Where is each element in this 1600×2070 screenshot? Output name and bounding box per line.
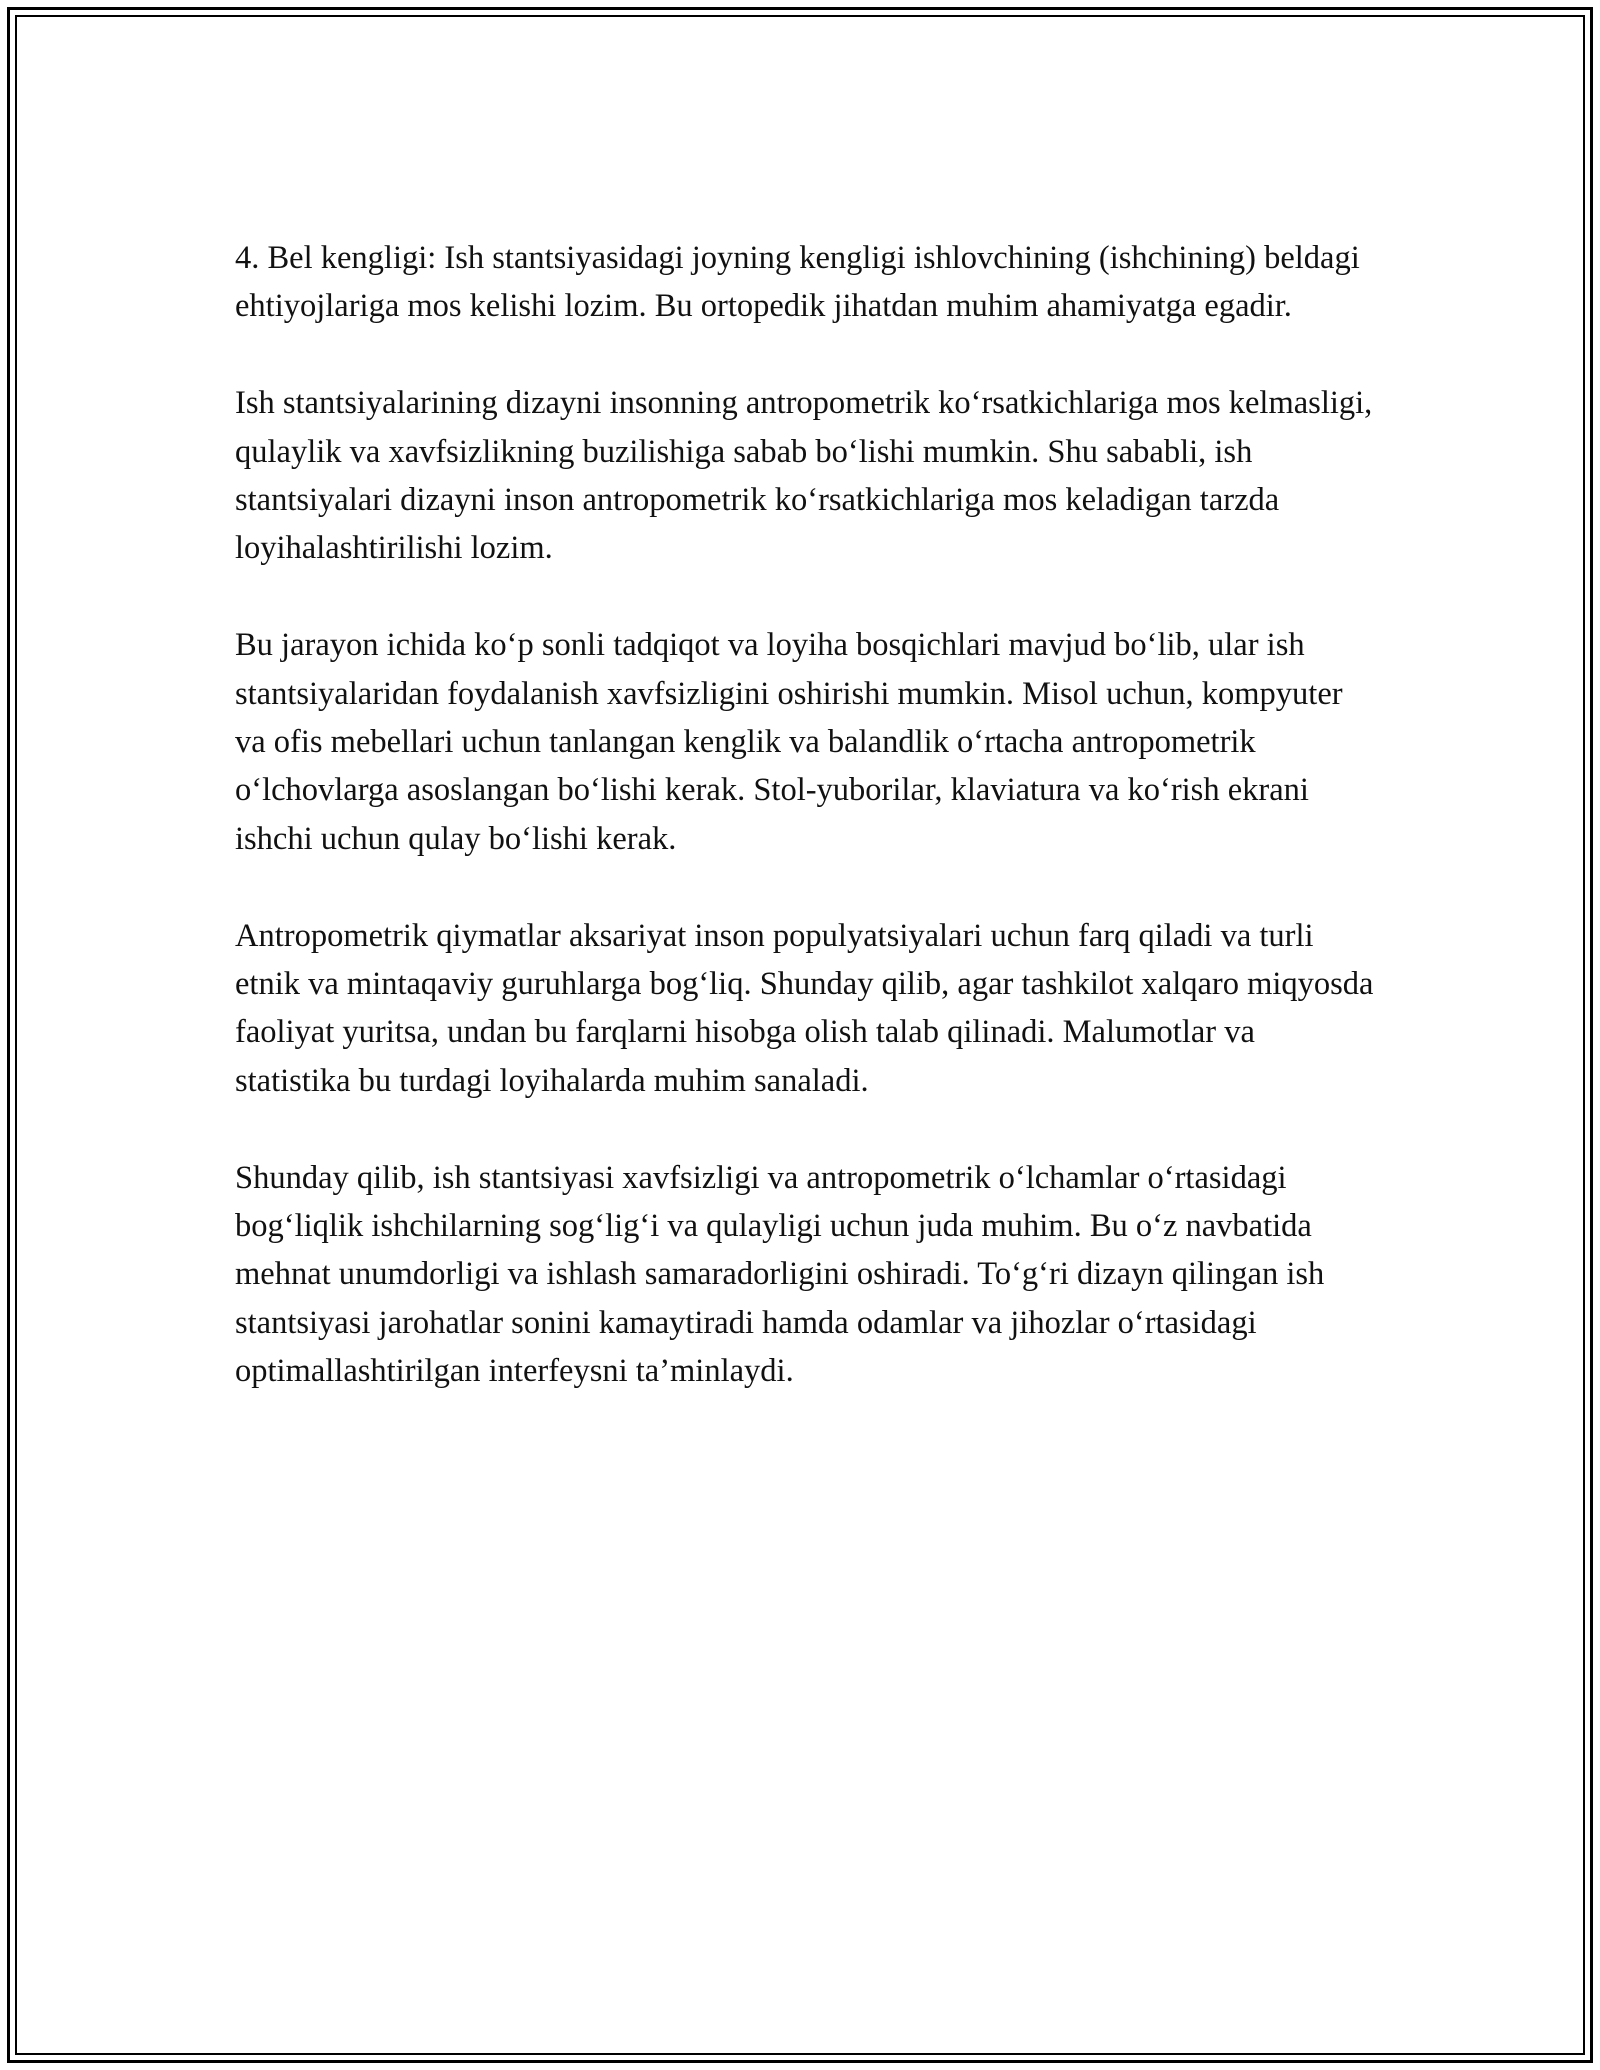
paragraph-population-differences: Antropometrik qiymatlar aksariyat inson populyatsiyalari uchun farq qiladi va turli etnik va mintaqaviy guruhlarga bogʻliq. Shunday qilib, agar tashkilot xalqaro miqyosda faoliyat yuritsa, undan bu farqlarni hisobga olish talab qilinadi. Malumotlar va statistika bu turdagi loyihalarda muhim sanaladi. — [235, 917, 1374, 1099]
paragraph-design-mismatch: Ish stantsiyalarining dizayni insonning antropometrik koʻrsatkichlariga mos kelmasligi, qulaylik va xavfsizlikning buzilishiga sabab boʻlishi mumkin. Shu sababli, ish stantsiyalari dizayni inson antropometrik koʻrsatkichlariga mos keladigan tarzda loyihalashtirilishi lozim. — [235, 385, 1373, 567]
paragraph-conclusion: Shunday qilib, ish stantsiyasi xavfsizligi va antropometrik oʻlchamlar oʻrtasidagi bogʻliqlik ishchilarning sogʻligʻi va qulayligi uchun juda muhim. Bu oʻz navbatida mehnat unumdorligi va ishlash samaradorligini oshiradi. Toʻgʻri dizayn qilingan ish stantsiyasi jarohatlar sonini kamaytiradi hamda odamlar va jihozlar oʻrtasidagi optimallashtirilgan interfeysni ta’minlaydi. — [235, 1159, 1325, 1390]
document-body — [235, 234, 1375, 1444]
paragraph-research-stages: Bu jarayon ichida koʻp sonli tadqiqot va loyiha bosqichlari mavjud boʻlib, ular ish stantsiyalaridan foydalanish xavfsizligini oshirishi mumkin. Misol uchun, kompyuter va ofis mebellari uchun tanlangan kenglik va balandlik oʻrtacha antropometrik oʻlchovlarga asoslangan boʻlishi kerak. Stol-yuborilar, klaviatura va koʻrish ekrani ishchi uchun qulay boʻlishi kerak. — [235, 627, 1343, 857]
paragraph-bel-kengligi: 4. Bel kengligi: Ish stantsiyasidagi joyning kengligi ishlovchining (ishchining) beldagi ehtiyojlariga mos kelishi lozim. Bu ortopedik jihatdan muhim ahamiyatga egadir. — [235, 240, 1360, 325]
